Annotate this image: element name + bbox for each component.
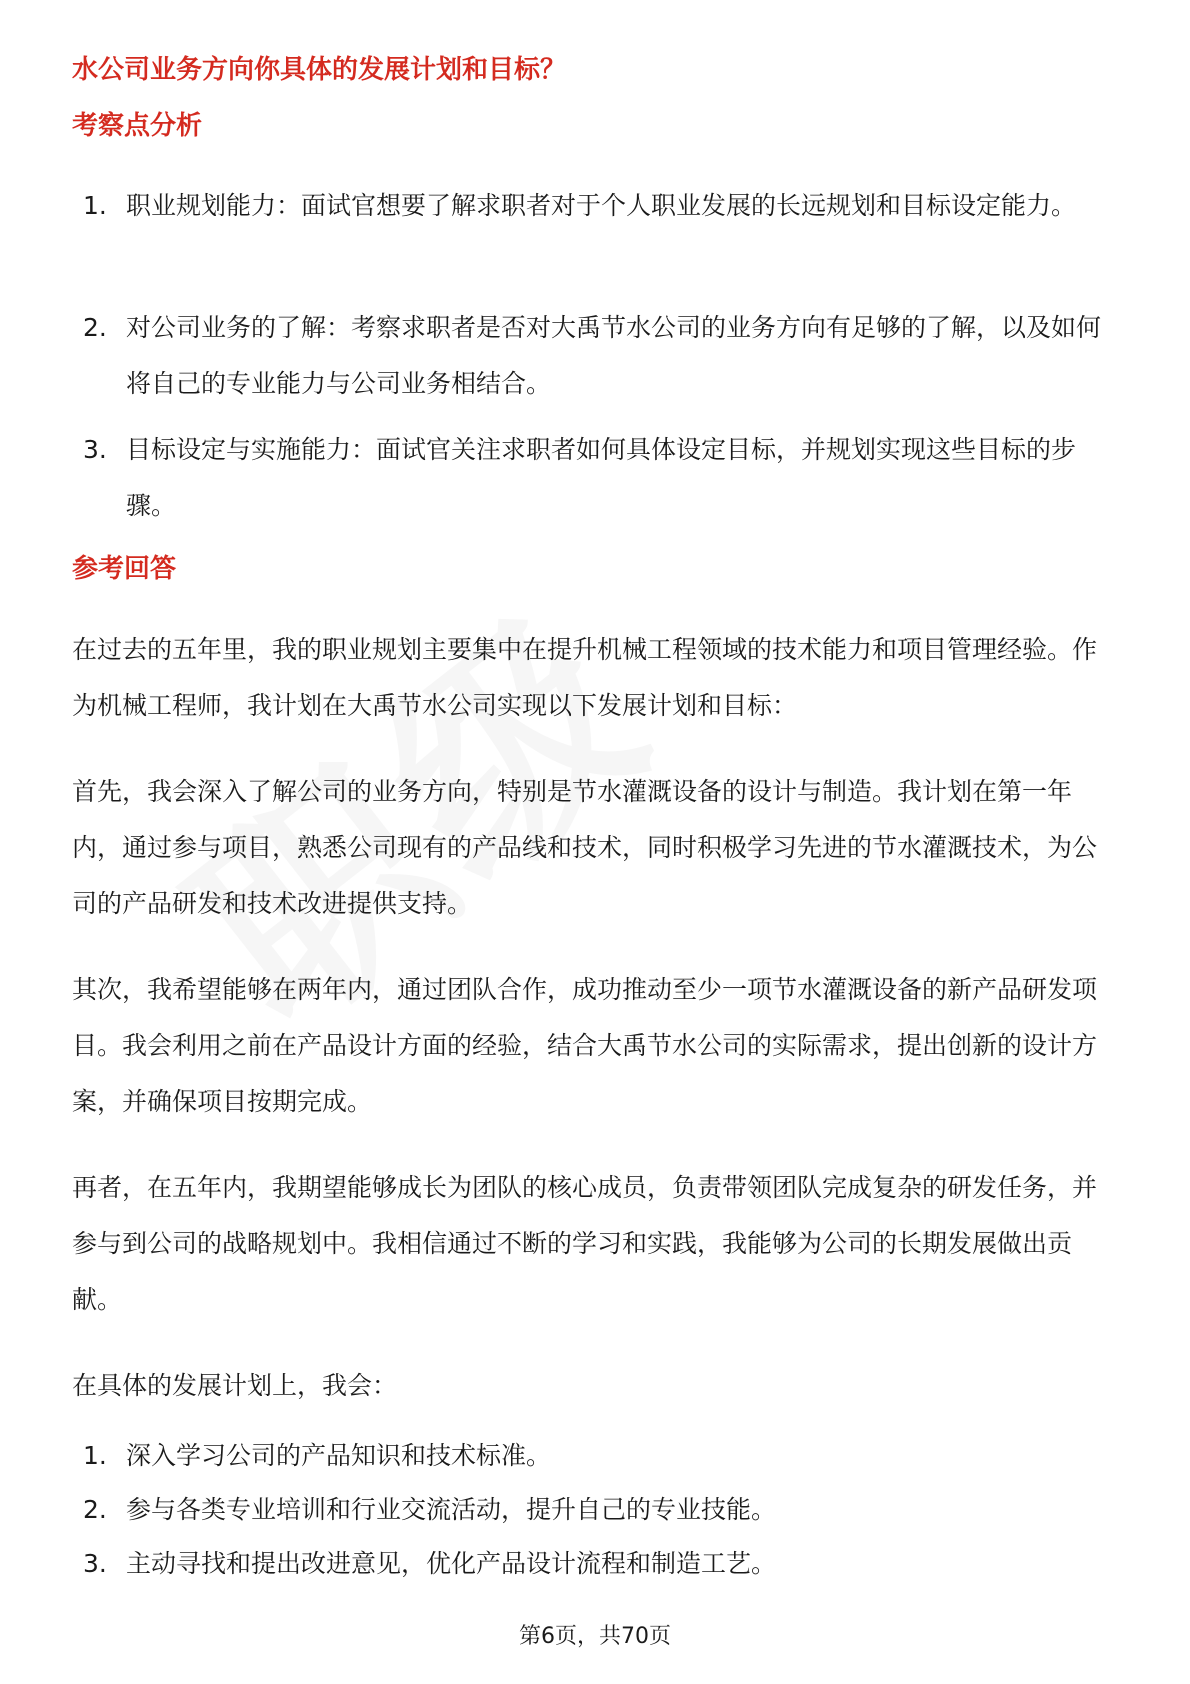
list-item-text: 对公司业务的了解：考察求职者是否对大禹节水公司的业务方向有足够的了解，以及如何将自己的专业能力与公司业务相结合。 [126,313,1102,398]
page-number: 第6页，共70页 [519,1624,671,1649]
answer-paragraph: 首先，我会深入了解公司的业务方向，特别是节水灌溉设备的设计与制造。我计划在第一年内，通过参与项目，熟悉公司现有的产品线和技术，同时积极学习先进的节水灌溉技术，为公司的产品研发和技术改进提供支持。 [72,777,1098,918]
answer-heading: 参考回答 [72,554,177,584]
list-item-text: 深入学习公司的产品知识和技术标准。 [126,1441,552,1470]
list-item [0,300,1190,422]
list-item-number: 3. [83,1549,107,1578]
list-item-text: 职业规划能力：面试官想要了解求职者对于个人职业发展的长远规划和目标设定能力。 [126,191,1077,220]
list-item [0,1482,1190,1536]
page-title: 水公司业务方向你具体的发展计划和目标？ [72,55,567,85]
analysis-heading: 考察点分析 [72,111,203,141]
list-item-text: 目标设定与实施能力：面试官关注求职者如何具体设定目标，并规划实现这些目标的步骤。 [126,435,1077,520]
list-item-text: 参与各类专业培训和行业交流活动，提升自己的专业技能。 [126,1495,777,1524]
answer-paragraph: 再者，在五年内，我期望能够成长为团队的核心成员，负责带领团队完成复杂的研发任务，并参与到公司的战略规划中。我相信通过不断的学习和实践，我能够为公司的长期发展做出贡献。 [72,1173,1098,1314]
list-item [0,1428,1190,1482]
list-item-text: 主动寻找和提出改进意见，优化产品设计流程和制造工艺。 [126,1549,777,1578]
list-item-number: 2. [83,313,107,342]
list-item-number: 3. [83,435,107,464]
list-item-number: 1. [83,1441,107,1470]
plan-list [0,1428,1190,1590]
list-item-number: 2. [83,1495,107,1524]
analysis-list [0,178,1190,544]
answer-paragraph: 在具体的发展计划上，我会： [72,1371,398,1400]
list-item [0,178,1190,300]
answer-paragraph: 在过去的五年里，我的职业规划主要集中在提升机械工程领域的技术能力和项目管理经验。作为机械工程师，我计划在大禹节水公司实现以下发展计划和目标： [72,635,1098,720]
list-item-number: 1. [83,191,107,220]
list-item [0,1536,1190,1590]
list-item [0,422,1190,544]
answer-paragraph: 其次，我希望能够在两年内，通过团队合作，成功推动至少一项节水灌溉设备的新产品研发项目。我会利用之前在产品设计方面的经验，结合大禹节水公司的实际需求，提出创新的设计方案，并确保项目按期完成。 [72,975,1098,1116]
